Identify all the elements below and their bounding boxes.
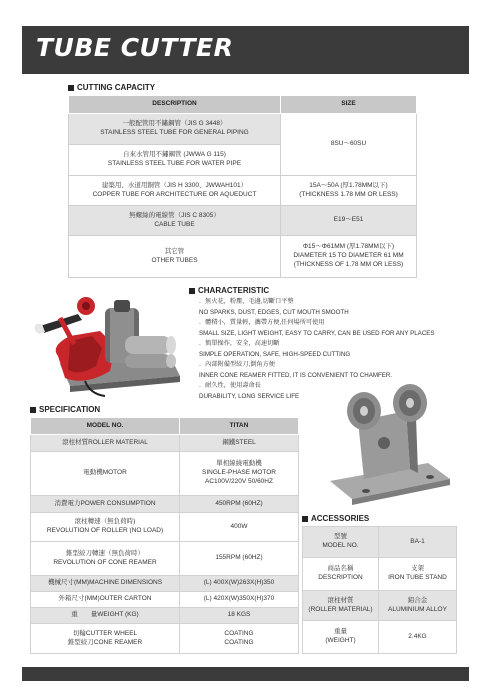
spec-value: 單相線繞電動機 SINGLE-PHASE MOTOR AC100V/220V 50/60HZ [180, 452, 299, 496]
table-row [303, 558, 457, 591]
list-item: ．耐久性，使用壽命長 [199, 382, 261, 389]
tube-cutter-photo [30, 286, 185, 401]
table-row [31, 592, 299, 608]
accessory-value: BA-1 [379, 527, 457, 558]
spec-label: 滾柱轉速（無負荷時) REVOLUTION OF ROLLER (NO LOAD) [31, 513, 180, 542]
header-titan: TITAN [180, 418, 299, 435]
table-row [69, 236, 417, 278]
spec-value: 鋼鐵STEEL [180, 435, 299, 452]
size-cell: 8SU～60SU [281, 114, 417, 176]
bullet-square-icon [30, 407, 36, 413]
spec-label: 滾柱材質ROLLER MATERIAL [31, 435, 180, 452]
spec-value: 155RPM (60HZ) [180, 542, 299, 576]
spec-label: 消費電力POWER CONSUMPTION [31, 496, 180, 513]
header-size: SIZE [281, 96, 417, 114]
accessory-value: 支架 IRON TUBE STAND [379, 558, 457, 591]
accessory-label: 型號 MODEL NO. [303, 527, 379, 558]
table-row [31, 608, 299, 624]
list-item: ．體積小，質量輕，攜帶方便,任何場所可使用 [199, 319, 325, 326]
spec-label: 機械尺寸(MM)MACHINE DIMENSIONS [31, 576, 180, 592]
accessories-heading: ACCESSORIES [302, 514, 369, 523]
list-item: ．簡單操作，安全，高速切斷 [199, 340, 280, 347]
description-cell: 其它管 OTHER TUBES [69, 236, 281, 278]
size-cell: E19～E51 [281, 206, 417, 236]
table-row [31, 542, 299, 576]
table-row [31, 496, 299, 513]
page-title: TUBE CUTTER [36, 33, 234, 62]
accessory-value: 鋁合金 ALUMINIUM ALLOY [379, 591, 457, 621]
spec-value: 450RPM (60HZ) [180, 496, 299, 513]
accessory-label: 商品名稱 DESCRIPTION [303, 558, 379, 591]
table-header-row [31, 418, 299, 435]
spec-label: 切輪CUTTER WHEEL 錐型絞刀CONE REAMER [31, 624, 180, 654]
table-row [31, 435, 299, 452]
list-item: SIMPLE OPERATION, SAFE, HIGH-SPEED CUTTING [199, 350, 351, 358]
spec-label: 重 量WEIGHT (KG) [31, 608, 180, 624]
bullet-square-icon [302, 516, 308, 522]
table-row [31, 576, 299, 592]
bullet-square-icon [189, 288, 195, 294]
specification-heading: SPECIFICATION [30, 405, 100, 414]
list-item: DURABILITY, LONG SERVICE LIFE [199, 392, 300, 400]
size-cell: 15A～50A (厚1.78MM以下) (THICKNESS 1.78 MM OR LESS) [281, 176, 417, 206]
spec-label: 錐型絞刀轉速（無負荷時） REVOLUTION OF CONE REAMER [31, 542, 180, 576]
accessories-table [302, 526, 457, 654]
characteristic-heading: CHARACTERISTIC [189, 286, 269, 295]
header-description: DESCRIPTION [69, 96, 281, 114]
table-header-row [69, 96, 417, 114]
spec-label: 電動機MOTOR [31, 452, 180, 496]
table-row [69, 114, 417, 145]
table-row [31, 513, 299, 542]
spec-label: 外箱尺寸(MM)OUTER CARTON [31, 592, 180, 608]
spec-value: COATING COATING [180, 624, 299, 654]
accessory-label: 重量 (WEIGHT) [303, 621, 379, 654]
bullet-square-icon [68, 85, 74, 91]
footer-bar [22, 667, 469, 681]
list-item: ．內部附備型絞刀,倒角方便 [199, 361, 275, 368]
header-model: MODEL NO. [31, 418, 180, 435]
spec-value: 18 KGS [180, 608, 299, 624]
spec-value: (L) 420X(W)350X(H)370 [180, 592, 299, 608]
list-item: ．無火花，粉塵，毛邊,切斷口平整 [199, 298, 294, 305]
list-item: INNER CONE REAMER FITTED, IT IS CONVENIENT TO CHAMFER. [199, 371, 393, 379]
cutting-capacity-table [68, 95, 417, 278]
accessory-label: 滾柱材質 (ROLLER MATERIAL) [303, 591, 379, 621]
list-item: NO SPARKS, DUST, EDGES, CUT MOUTH SMOOTH [199, 308, 349, 316]
spec-value: 400W [180, 513, 299, 542]
table-row [303, 591, 457, 621]
specification-table [30, 417, 299, 654]
table-row [69, 206, 417, 236]
table-row [303, 621, 457, 654]
description-cell: 無螺絲的電線管（JIS C 8305） CABLE TUBE [69, 206, 281, 236]
description-cell: 一般配管用不鏽鋼管（JIS G 3448） STAINLESS STEEL TUBE FOR GENERAL PIPING [69, 114, 281, 145]
iron-tube-stand-photo [318, 381, 458, 507]
cutting-capacity-heading: CUTTING CAPACITY [68, 83, 155, 92]
table-row [31, 452, 299, 496]
size-cell: Φ15～Φ61MM (厚1.78MM以下) DIAMETER 15 TO DIAMETER 61 MM (THICKNESS OF 1.78 MM OR LESS) [281, 236, 417, 278]
spec-value: (L) 400X(W)263X(H)350 [180, 576, 299, 592]
table-row [31, 624, 299, 654]
table-row [303, 527, 457, 558]
list-item: SMALL SIZE, LIGHT WEIGHT, EASY TO CARRY, CAN BE USED FOR ANY PLACES [199, 329, 435, 337]
description-cell: 自來水管用不鏽鋼管 (JWWA G 115) STAINLESS STEEL TUBE FOR WATER PIPE [69, 145, 281, 176]
accessory-value: 2.4KG [379, 621, 457, 654]
title-bar [22, 26, 469, 74]
table-row [69, 176, 417, 206]
description-cell: 建築用、水道用銅管（JIS H 3300、JWWAH101） COPPER TUBE FOR ARCHITECTURE OR AQUEDUCT [69, 176, 281, 206]
